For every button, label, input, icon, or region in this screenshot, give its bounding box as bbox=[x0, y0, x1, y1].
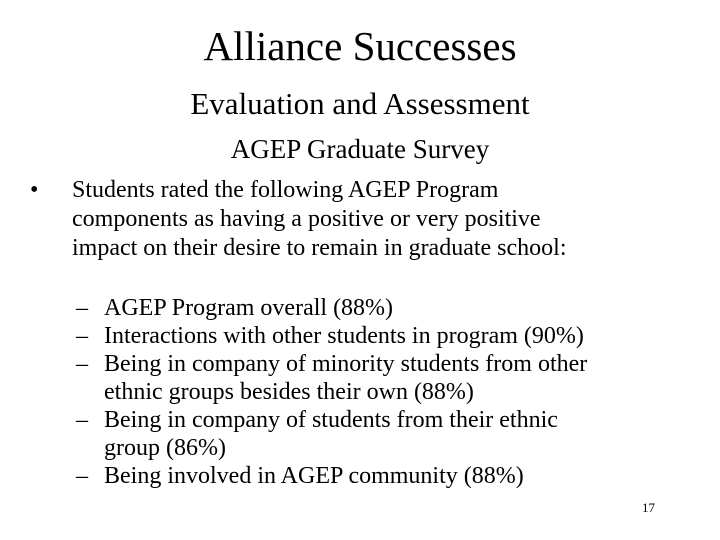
sub-bullet-line: Being involved in AGEP community (88%) bbox=[104, 463, 524, 489]
sub-bullet-item bbox=[76, 322, 696, 350]
sub-bullet-line: ethnic groups besides their own (88%) bbox=[104, 379, 474, 405]
sub-bullet-item bbox=[76, 294, 696, 322]
dash-marker: – bbox=[76, 295, 88, 321]
sub-bullet-line: AGEP Program overall (88%) bbox=[104, 295, 394, 321]
sub-bullet-list bbox=[76, 294, 696, 490]
dash-marker: – bbox=[76, 351, 88, 377]
page-number: 17 bbox=[642, 500, 655, 515]
sub-bullet-item bbox=[76, 350, 696, 406]
sub-bullet-line: Being in company of students from their ethnic bbox=[104, 407, 558, 433]
main-bullet bbox=[30, 176, 690, 263]
bullet-line: Students rated the following AGEP Program bbox=[72, 177, 499, 203]
sub-bullet-line: Being in company of minority students from other bbox=[104, 351, 588, 377]
dash-marker: – bbox=[76, 463, 88, 489]
slide-subtitle: Evaluation and Assessment bbox=[190, 86, 530, 121]
sub-bullet-item bbox=[76, 462, 696, 490]
dash-marker: – bbox=[76, 407, 88, 433]
sub-bullet-line: Interactions with other students in program (90%) bbox=[104, 323, 584, 349]
bullet-line: components as having a positive or very positive bbox=[72, 206, 541, 232]
bullet-line: impact on their desire to remain in graduate school: bbox=[72, 235, 567, 261]
slide-section-heading: AGEP Graduate Survey bbox=[230, 134, 490, 164]
dash-marker: – bbox=[76, 323, 88, 349]
sub-bullet-line: group (86%) bbox=[104, 435, 226, 461]
sub-bullet-item bbox=[76, 406, 696, 462]
bullet-marker: • bbox=[30, 177, 39, 203]
slide-title: Alliance Successes bbox=[203, 23, 517, 69]
